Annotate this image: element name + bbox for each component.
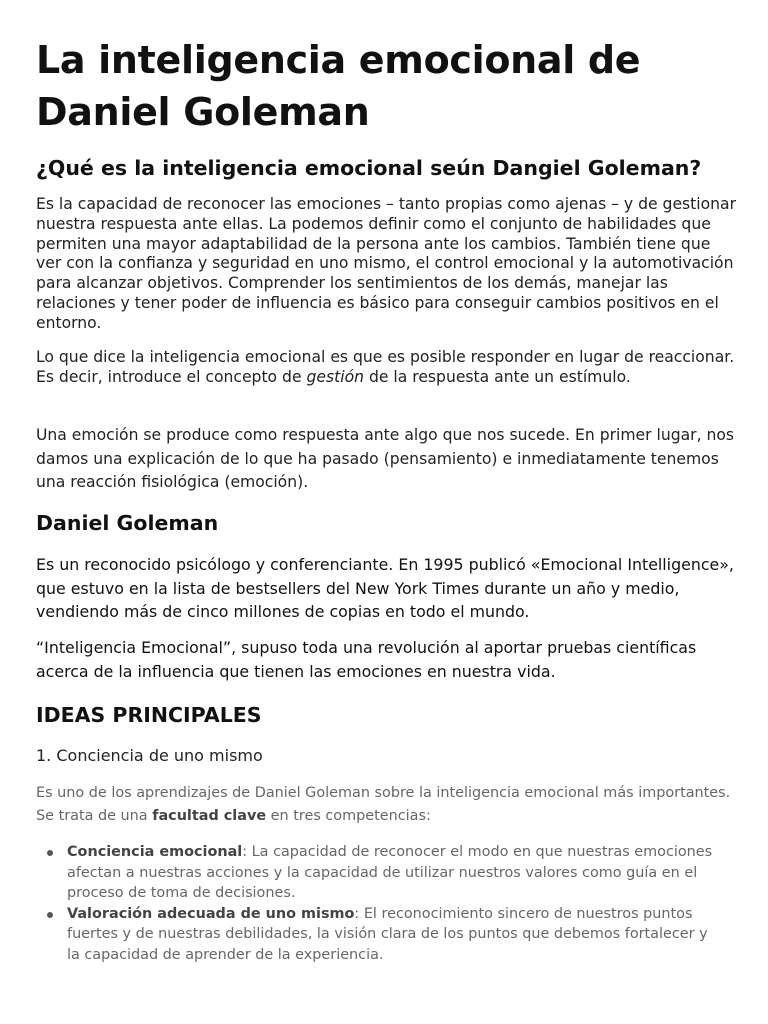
list-item-text: : El reconocimiento sincero de nuestros puntos fuertes y de nuestras debilidades, la visión clara de los puntos que debemos fortalecer y la capacidad de aprender de la experiencia.	[67, 905, 708, 963]
list-item-text: : La capacidad de reconocer el modo en que nuestras emociones afectan a nuestras acciones y la capacidad de utilizar nuestros valores como guía en el proceso de toma de decisiones.	[67, 844, 713, 901]
idea-description-end: en tres competencias:	[266, 807, 431, 824]
goleman-heading: Daniel Goleman	[36, 511, 219, 535]
list-item	[36, 842, 716, 904]
response-text-end: de la respuesta ante un estímulo.	[364, 367, 631, 386]
list-item	[36, 904, 716, 966]
response-emphasis: gestión	[306, 367, 365, 386]
section-subtitle: ¿Qué es la inteligencia emocional seún Dangiel Goleman?	[36, 156, 702, 180]
idea-item-description	[36, 782, 736, 827]
response-text-start: Lo que dice la inteligencia emocional es que es posible responder en lugar de reaccionar. Es decir, introduce el concepto de	[36, 348, 735, 386]
idea-item-title: 1. Conciencia de uno mismo	[36, 746, 263, 765]
goleman-bio-paragraph: Es un reconocido psicólogo y conferenciante. En 1995 publicó «Emocional Intelligence», que estuvo en la lista de bestsellers del New York Times durante un año y medio, vendiendo más de cinco millones de copias en todo el mundo.	[36, 555, 734, 621]
response-paragraph	[36, 348, 736, 388]
idea-description-bold: facultad clave	[152, 807, 267, 824]
page-title: La inteligencia emocional de Daniel Goleman	[36, 38, 641, 134]
list-item-term: Conciencia emocional	[67, 844, 243, 860]
idea-description-start: Es uno de los aprendizajes de Daniel Goleman sobre la inteligencia emocional más importantes. Se trata de una	[36, 785, 731, 824]
emotion-paragraph: Una emoción se produce como respuesta ante algo que nos sucede. En primer lugar, nos damos una explicación de lo que ha pasado (pensamiento) e inmediatamente tenemos una reacción fisiológica (emoción).	[36, 426, 735, 491]
list-item-term: Valoración adecuada de uno mismo	[67, 905, 355, 922]
goleman-impact-paragraph: “Inteligencia Emocional”, supuso toda una revolución al aportar pruebas científicas acerca de la influencia que tienen las emociones en nuestra vida.	[36, 638, 697, 681]
bullet-icon	[47, 912, 53, 918]
ideas-heading: IDEAS PRINCIPALES	[36, 703, 262, 727]
intro-paragraph: Es la capacidad de reconocer las emociones – tanto propias como ajenas – y de gestionar nuestra respuesta ante ellas. La podemos definir como el conjunto de habilidades que permiten una mayor adaptabilidad de la persona ante los cambios. También tiene que ver con la confianza y seguridad en uno mismo, el control emocional y la automotivación para alcanzar objetivos. Comprender los sentimientos de los demás, manejar las relaciones y tener poder de influencia es básico para conseguir cambios positivos en el entorno.	[36, 195, 736, 332]
competencies-list	[36, 842, 716, 965]
bullet-icon	[47, 850, 53, 856]
